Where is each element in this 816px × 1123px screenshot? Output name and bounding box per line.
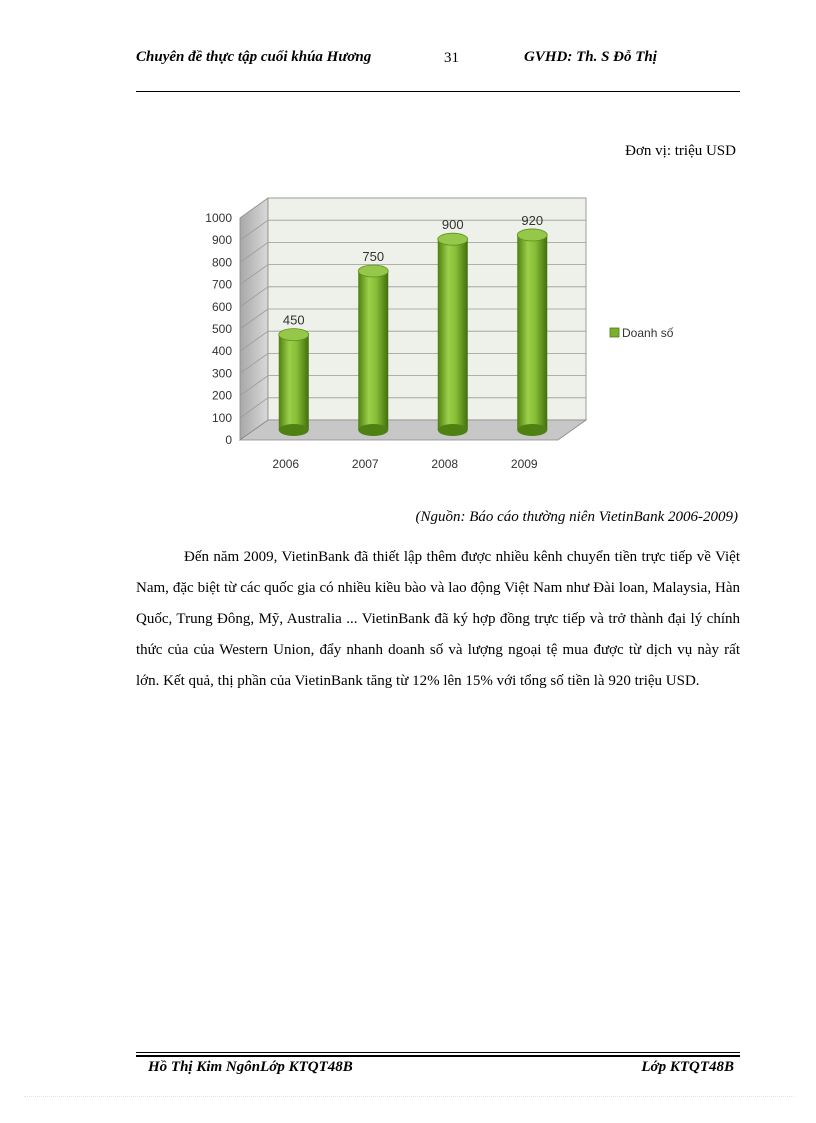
footer-class: Lớp KTQT48B bbox=[641, 1059, 734, 1075]
legend-swatch bbox=[610, 328, 619, 337]
page-header bbox=[136, 48, 740, 92]
page-edge-dots bbox=[24, 1096, 794, 1097]
bar-top bbox=[279, 329, 309, 341]
y-tick-label: 300 bbox=[211, 366, 232, 381]
bar-2009 bbox=[517, 229, 547, 436]
legend-label: Doanh số bbox=[622, 326, 674, 340]
y-tick-label: 700 bbox=[211, 277, 232, 292]
x-tick-label: 2009 bbox=[510, 457, 538, 471]
page-number: 31 bbox=[444, 50, 459, 66]
bar-top bbox=[438, 233, 468, 245]
y-tick-label: 900 bbox=[211, 233, 232, 248]
bar-base bbox=[358, 424, 388, 436]
unit-label: Đơn vị: triệu USD bbox=[625, 143, 736, 159]
data-label: 750 bbox=[362, 249, 385, 264]
bar-2007 bbox=[358, 265, 388, 436]
footer-rule bbox=[136, 1052, 740, 1053]
bar-base bbox=[279, 424, 309, 436]
data-label: 450 bbox=[282, 312, 305, 328]
data-label: 900 bbox=[441, 217, 464, 233]
y-tick-label: 800 bbox=[211, 255, 232, 270]
bar-body bbox=[358, 271, 388, 430]
chart-source: (Nguồn: Báo cáo thường niên VietinBank 2006-2009) bbox=[415, 509, 738, 525]
header-advisor: GVHD: Th. S Đỗ Thị bbox=[524, 49, 657, 65]
footer-rule-thick bbox=[136, 1055, 740, 1057]
bar-2006 bbox=[279, 329, 309, 436]
bar-body bbox=[517, 235, 547, 430]
y-tick-label: 500 bbox=[211, 322, 232, 336]
y-tick-label: 600 bbox=[211, 299, 232, 314]
header-title: Chuyên đề thực tập cuối khúa Hương bbox=[136, 49, 372, 65]
bar-body bbox=[438, 239, 468, 430]
body-paragraph: Đến năm 2009, VietinBank đã thiết lập thêm được nhiều kênh chuyển tiền trực tiếp về Việt Nam, đặc biệt từ các quốc gia có nhiều kiều bào và lao động Việt Nam như Đài loan, Malaysia, Hàn Quốc, Trung Đông, Mỹ, Australia ... VietinBank đã ký hợp đồng trực tiếp và trở thành đại lý chính thức của của Western Union, đẩy nhanh doanh số và lượng ngoại tệ mua được từ dịch vụ này rất lớn. Kết quả, thị phần của VietinBank tăng từ 12% lên 15% với tổng số tiền là 920 triệu USD. bbox=[136, 549, 740, 689]
y-tick-label: 0 bbox=[225, 433, 232, 447]
y-tick-label: 100 bbox=[211, 410, 232, 425]
x-tick-label: 2007 bbox=[351, 457, 379, 471]
x-tick-label: 2006 bbox=[272, 457, 300, 471]
y-tick-label: 400 bbox=[211, 344, 232, 359]
y-tick-label: 1000 bbox=[205, 211, 232, 225]
sales-bar-chart bbox=[190, 188, 674, 480]
bar-2008 bbox=[438, 233, 468, 436]
bar-top bbox=[358, 265, 388, 277]
data-label: 920 bbox=[521, 212, 544, 228]
bar-top bbox=[517, 229, 547, 241]
header-rule bbox=[136, 91, 740, 92]
y-tick-label: 200 bbox=[211, 388, 232, 403]
bar-body bbox=[279, 335, 309, 430]
x-tick-label: 2008 bbox=[431, 457, 459, 471]
footer-author: Hồ Thị Kim NgônLớp KTQT48B bbox=[148, 1059, 353, 1075]
bar-base bbox=[438, 424, 468, 436]
bar-base bbox=[517, 424, 547, 436]
